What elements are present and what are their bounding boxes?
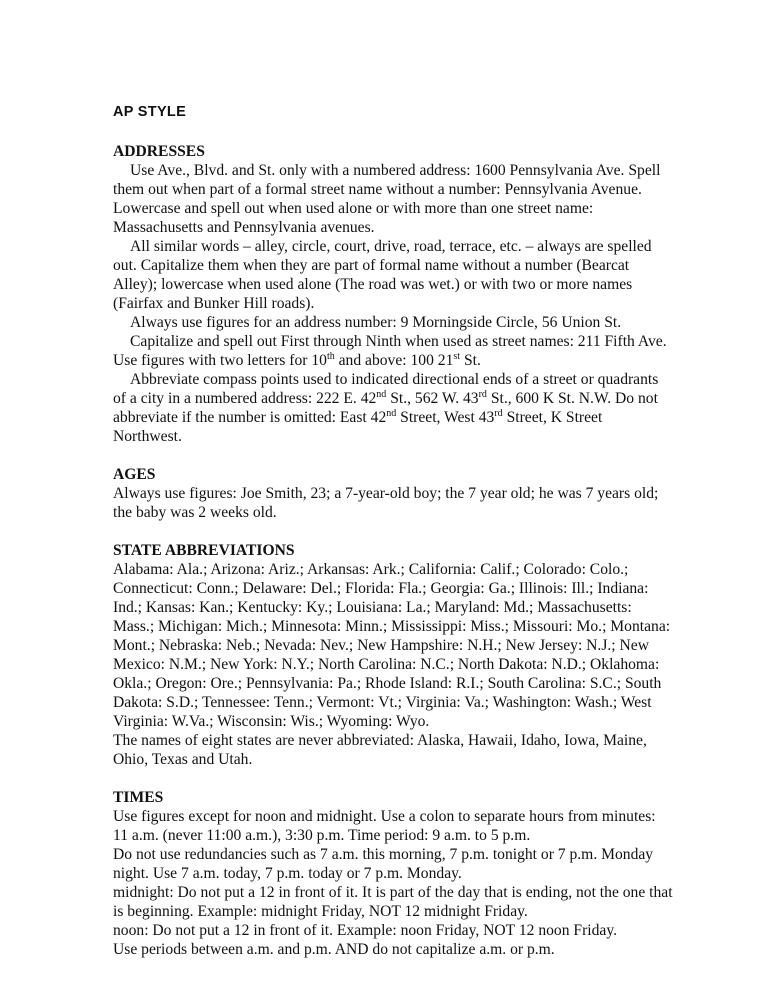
text-segment: Use periods between a.m. and p.m. AND do not capitalize a.m. or p.m. [113, 941, 555, 958]
text-segment: Okla.; Oregon: Ore.; Pennsylvania: Pa.; Rhode Island: R.I.; South Carolina: S.C.; South [113, 675, 662, 692]
text-segment: abbreviate if the number is omitted: East 42 [113, 409, 387, 426]
text-line [113, 503, 713, 522]
text-line [113, 655, 713, 674]
text-segment: St., 562 W. 43 [386, 390, 479, 407]
text-line [113, 674, 713, 693]
text-segment: Massachusetts and Pennsylvania avenues. [113, 219, 375, 236]
text-line [113, 864, 713, 883]
text-segment: Use figures except for noon and midnight. Use a colon to separate hours from minutes: [113, 808, 656, 825]
text-segment: Abbreviate compass points used to indicated directional ends of a street or quadrants [130, 371, 659, 388]
text-segment: and above: 100 21 [334, 352, 454, 369]
text-line [113, 237, 713, 256]
ordinal-superscript: nd [386, 408, 397, 419]
text-segment: Connecticut: Conn.; Delaware: Del.; Florida: Fla.; Georgia: Ga.; Illinois: Ill.; Indiana: [113, 580, 649, 597]
text-segment: Street, West 43 [396, 409, 495, 426]
section-heading: STATE ABBREVIATIONS [113, 542, 295, 559]
text-segment: Alabama: Ala.; Arizona: Ariz.; Arkansas: Ark.; California: Calif.; Colorado: Colo.; [113, 561, 629, 578]
section-times [113, 788, 713, 959]
document-body [113, 142, 713, 959]
text-line [113, 750, 713, 769]
text-line [113, 351, 713, 370]
document-page [113, 103, 713, 978]
text-segment: noon: Do not put a 12 in front of it. Example: noon Friday, NOT 12 noon Friday. [113, 922, 618, 939]
text-line [113, 883, 713, 902]
text-line [113, 256, 713, 275]
section-heading: TIMES [113, 789, 164, 806]
text-segment: Do not use redundancies such as 7 a.m. this morning, 7 p.m. tonight or 7 p.m. Monday [113, 846, 654, 863]
text-line [113, 598, 713, 617]
section-state-abbreviations [113, 541, 713, 769]
text-line [113, 180, 713, 199]
text-line [113, 275, 713, 294]
text-segment: night. Use 7 a.m. today, 7 p.m. today or 7 p.m. Monday. [113, 865, 462, 882]
text-segment: Lowercase and spell out when used alone or with more than one street name: [113, 200, 594, 217]
text-segment: Street, K Street [502, 409, 603, 426]
ordinal-superscript: st [453, 351, 461, 362]
text-segment: Use Ave., Blvd. and St. only with a numbered address: 1600 Pennsylvania Ave. Spell [130, 162, 661, 179]
text-line [113, 332, 713, 351]
text-segment: The names of eight states are never abbreviated: Alaska, Hawaii, Idaho, Iowa, Maine, [113, 732, 647, 749]
text-segment: Northwest. [113, 428, 182, 445]
text-segment: midnight: Do not put a 12 in front of it. It is part of the day that is ending, not the one that [113, 884, 673, 901]
text-segment: 11 a.m. (never 11:00 a.m.), 3:30 p.m. Time period: 9 a.m. to 5 p.m. [113, 827, 531, 844]
text-line [113, 921, 713, 940]
text-line [113, 560, 713, 579]
text-line [113, 408, 713, 427]
text-line [113, 579, 713, 598]
text-segment: All similar words – alley, circle, court, drive, road, terrace, etc. – always are spelled [130, 238, 652, 255]
text-line [113, 370, 713, 389]
text-line [113, 731, 713, 750]
text-line [113, 807, 713, 826]
text-segment: Ohio, Texas and Utah. [113, 751, 253, 768]
text-line [113, 845, 713, 864]
text-line [113, 712, 713, 731]
text-segment: Alley); lowercase when used alone (The road was wet.) or with two or more names [113, 276, 633, 293]
text-segment: is beginning. Example: midnight Friday, NOT 12 midnight Friday. [113, 903, 528, 920]
text-line [113, 389, 713, 408]
text-line [113, 617, 713, 636]
text-line [113, 940, 713, 959]
text-line [113, 636, 713, 655]
text-line [113, 484, 713, 503]
text-segment: the baby was 2 weeks old. [113, 504, 277, 521]
ordinal-superscript: nd [376, 389, 387, 400]
section-addresses [113, 142, 713, 446]
text-segment: Dakota: S.D.; Tennessee: Tenn.; Vermont: Vt.; Virginia: Va.; Washington: Wash.; West [113, 694, 652, 711]
text-segment: Mont.; Nebraska: Neb.; Nevada: Nev.; New Hampshire: N.H.; New Jersey: N.J.; New [113, 637, 649, 654]
text-segment: Ind.; Kansas: Kan.; Kentucky: Ky.; Louisiana: La.; Maryland: Md.; Massachusetts: [113, 599, 632, 616]
section-heading: AGES [113, 466, 156, 483]
ordinal-superscript: th [326, 351, 335, 362]
text-line [113, 902, 713, 921]
text-segment: Mexico: N.M.; New York: N.Y.; North Carolina: N.C.; North Dakota: N.D.; Oklahoma: [113, 656, 660, 673]
text-segment: St. [460, 352, 481, 369]
text-line [113, 161, 713, 180]
text-segment: Always use figures for an address number: 9 Morningside Circle, 56 Union St. [130, 314, 622, 331]
text-segment: out. Capitalize them when they are part of formal name without a number (Bearcat [113, 257, 630, 274]
section-heading: ADDRESSES [113, 143, 205, 160]
text-line [113, 693, 713, 712]
text-segment: Use figures with two letters for 10 [113, 352, 327, 369]
text-line [113, 427, 713, 446]
text-segment: Virginia: W.Va.; Wisconsin: Wis.; Wyoming: Wyo. [113, 713, 430, 730]
text-line [113, 294, 713, 313]
text-line [113, 199, 713, 218]
text-segment: (Fairfax and Bunker Hill roads). [113, 295, 315, 312]
document-title: AP STYLE [113, 104, 187, 120]
text-segment: St., 600 K St. N.W. Do not [486, 390, 658, 407]
text-segment: of a city in a numbered address: 222 E. 42 [113, 390, 377, 407]
text-line [113, 218, 713, 237]
text-segment: Capitalize and spell out First through Ninth when used as street names: 211 Fifth Ave. [130, 333, 667, 350]
section-ages [113, 465, 713, 522]
text-segment: Mass.; Michigan: Mich.; Minnesota: Minn.; Mississippi: Miss.; Missouri: Mo.; Montana: [113, 618, 671, 635]
text-line [113, 826, 713, 845]
ordinal-superscript: rd [494, 408, 503, 419]
text-line [113, 313, 713, 332]
ordinal-superscript: rd [478, 389, 487, 400]
text-segment: them out when part of a formal street name without a number: Pennsylvania Avenue. [113, 181, 642, 198]
text-segment: Always use figures: Joe Smith, 23; a 7-year-old boy; the 7 year old; he was 7 years old; [113, 485, 659, 502]
